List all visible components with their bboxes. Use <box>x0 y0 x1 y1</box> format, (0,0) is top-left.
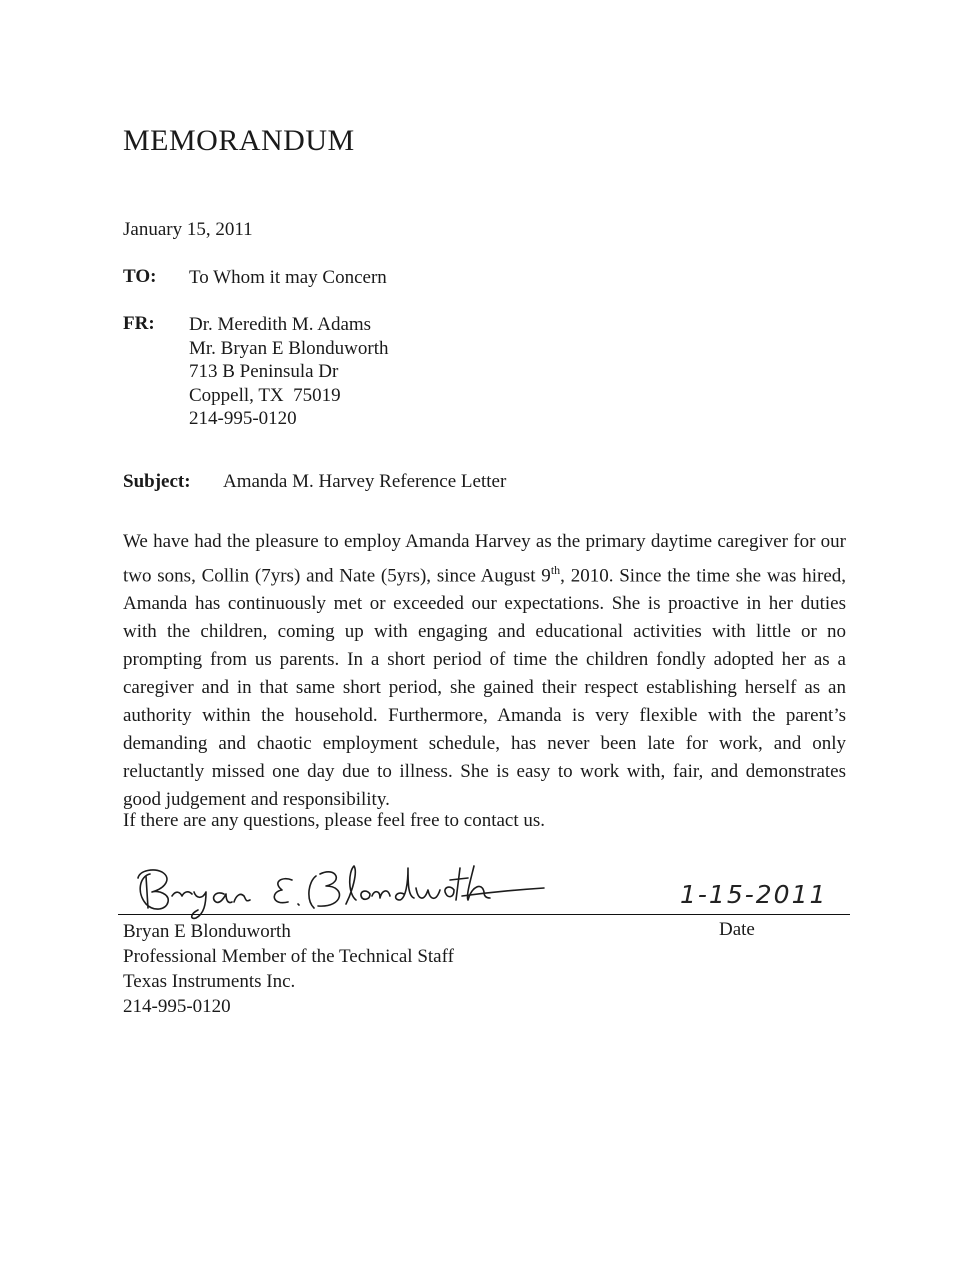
signer-company: Texas Instruments Inc. <box>123 971 296 992</box>
to-label: TO: <box>123 266 157 287</box>
subject-label: Subject: <box>123 471 191 492</box>
signature-line <box>118 914 850 915</box>
body-superscript: th <box>550 563 561 577</box>
body-text-part: We have had the pleasure to employ Amanda Harvey as the primary daytime caregiver for our two sons, Collin (7yrs) and Nate (5yrs), since August 9 <box>123 531 846 587</box>
from-line: Mr. Bryan E Blonduworth <box>189 337 389 359</box>
memo-title: MEMORANDUM <box>123 124 355 157</box>
to-value: To Whom it may Concern <box>189 267 387 288</box>
signer-title: Professional Member of the Technical Staff <box>123 946 454 967</box>
from-line: Dr. Meredith M. Adams <box>189 314 372 335</box>
signer-name: Bryan E Blonduworth <box>123 921 291 942</box>
subject-value: Amanda M. Harvey Reference Letter <box>223 471 507 492</box>
date-caption: Date <box>719 919 755 940</box>
signer-phone: 214-995-0120 <box>123 996 231 1017</box>
memo-date: January 15, 2011 <box>123 219 253 240</box>
handwritten-signature <box>132 852 552 922</box>
from-address-block <box>189 313 389 431</box>
from-line: 713 B Peninsula Dr <box>189 361 339 382</box>
from-label: FR: <box>123 313 155 334</box>
handwritten-date: 1-15-2011 <box>680 880 828 909</box>
signature-block <box>123 919 454 1019</box>
closing-line: If there are any questions, please feel free to contact us. <box>123 810 546 831</box>
from-line: Coppell, TX 75019 <box>189 384 341 406</box>
body-paragraph <box>123 528 846 814</box>
body-text-part: , 2010. Since the time she was hired, Amanda has continuously met or exceeded our expectations. She is proactive in her duties with the children, coming up with engaging and educational activities with little or no prompting from us parents. In a short period of time the children fondly adopted her as a caregiver and in that same short period, she gained their respect establishing herself as an authority within the household. Furthermore, Amanda is very flexible with the parent’s demanding and chaotic employment schedule, has never been late for work, and only reluctantly missed one day due to illness. She is easy to work with, fair, and demonstrates good judgement and responsibility. <box>123 565 847 811</box>
from-line: 214-995-0120 <box>189 408 297 429</box>
